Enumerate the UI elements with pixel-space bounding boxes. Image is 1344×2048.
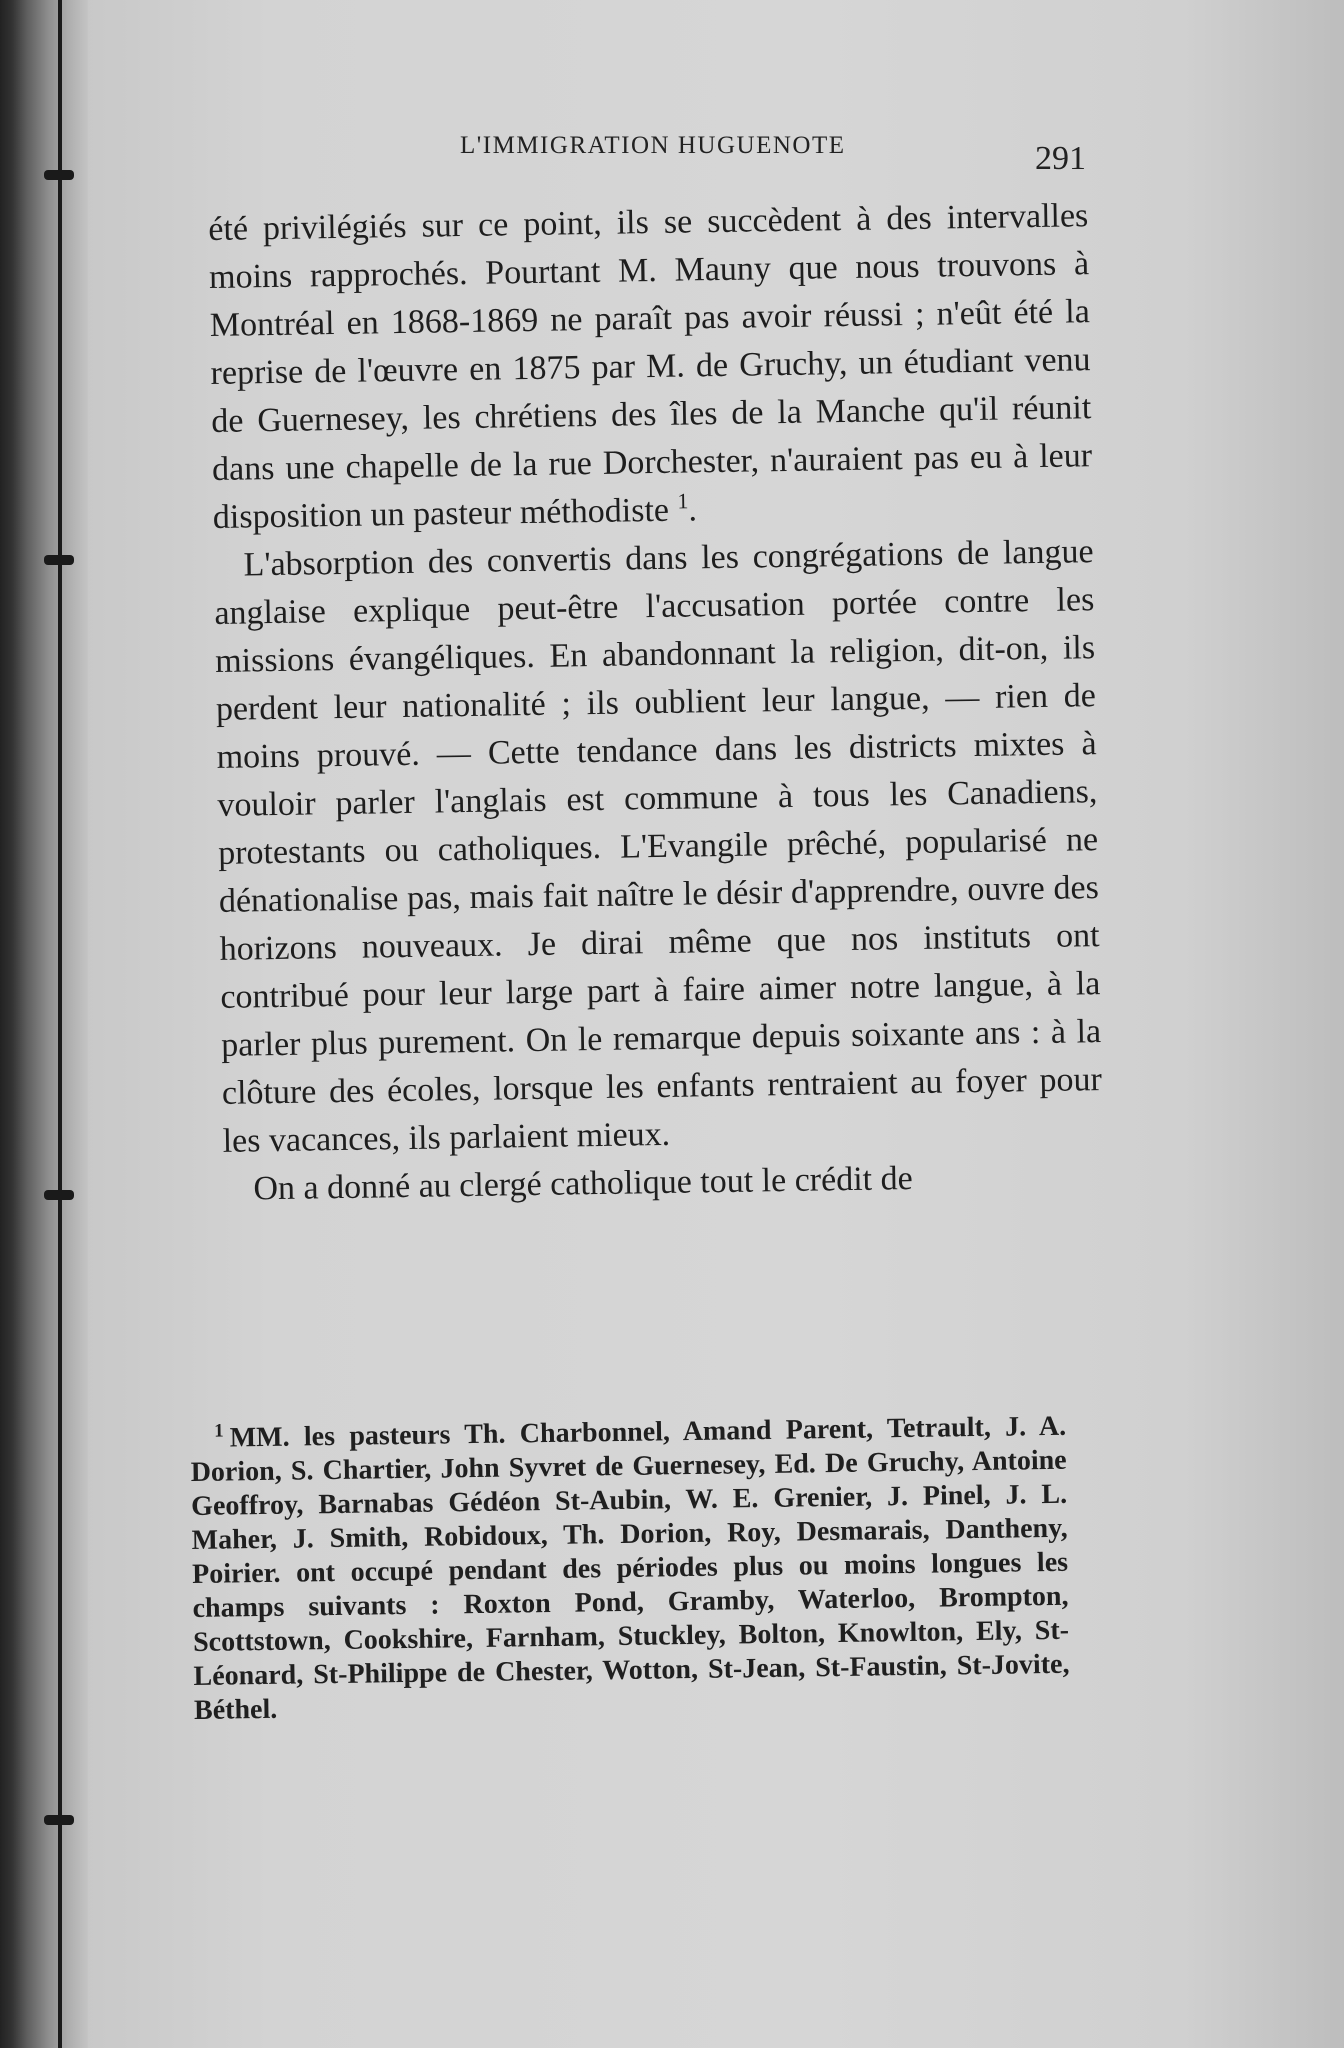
binding-stitch bbox=[44, 170, 74, 180]
running-title: L'IMMIGRATION HUGUENOTE bbox=[460, 132, 846, 159]
footnote-reference: 1 bbox=[677, 488, 689, 514]
paragraph: On a donné au clergé catholique tout le crédit de bbox=[253, 1160, 913, 1208]
binding-edge-line bbox=[58, 0, 62, 2048]
page-number: 291 bbox=[1035, 140, 1086, 177]
binding-stitch bbox=[44, 1815, 74, 1825]
book-binding bbox=[0, 0, 88, 2048]
paragraph-end-punctuation: . bbox=[688, 491, 698, 529]
footnote-text: MM. les pasteurs Th. Charbonnel, Amand Parent, Tetrault, J. A. Dorion, S. Chartier, John Syvret de Guernesey, Ed. De Gruchy, Antoine Geoffroy, Barnabas Gédéon St-Aubin, W. E. Grenier, J. Pinel, J. L. Maher, J. Smith, Robidoux, Th. Dorion, Roy, Desmarais, Dantheny, Poirier. ont occupé pendant des périodes plus ou moins longues les champs suivants : Roxton Pond, Gramby, Waterloo, Brompton, Scottstown, Cookshire, Farnham, Stuckley, Bolton, Knowlton, Ely, St-Léonard, St-Philippe de Chester, Wotton, St-Jean, St-Faustin, St-Jovite, Béthel. bbox=[190, 1410, 1070, 1726]
footnote-mark: 1 bbox=[213, 1420, 224, 1442]
binding-stitch bbox=[44, 1190, 74, 1200]
binding-stitch bbox=[44, 555, 74, 565]
main-text bbox=[208, 192, 1104, 1214]
paragraph bbox=[208, 192, 1093, 542]
paragraph-text: été privilégiés sur ce point, ils se succèdent à des intervalles moins rapprochés. Pourtant M. Mauny que nous trouvons à Montréal en 1868-1869 ne paraît pas avoir réussi ; n'eût été la reprise de l'œuvre en 1875 par M. de Gruchy, un étudiant venu de Guernesey, les chrétiens des îles de la Manche qu'il réunit dans une chapelle de la rue Dorchester, n'auraient pas eu à leur disposition un pasteur méthodiste bbox=[208, 197, 1093, 536]
paragraph: L'absorption des convertis dans les congrégations de langue anglaise explique peut-être l'accusation portée contre les missions évangéliques. En abandonnant la religion, dit-on, ils perdent leur nationalité ; ils oublient leur langue, — rien de moins prouvé. — Cette tendance dans les districts mixtes à vouloir parler l'anglais est commune à tous les Canadiens, protestants ou catholiques. L'Evangile prêché, popularisé ne dénationalise pas, mais fait naître le désir d'apprendre, ouvre des horizons nouveaux. Je dirai même que nos instituts ont contribué pour leur large part à faire aimer notre langue, à la parler plus purement. On le remarque depuis soixante ans : à la clôture des écoles, lorsque les enfants rentraient au foyer pour les vacances, ils parlaient mieux. bbox=[214, 533, 1103, 1160]
footnote bbox=[190, 1410, 1070, 1728]
